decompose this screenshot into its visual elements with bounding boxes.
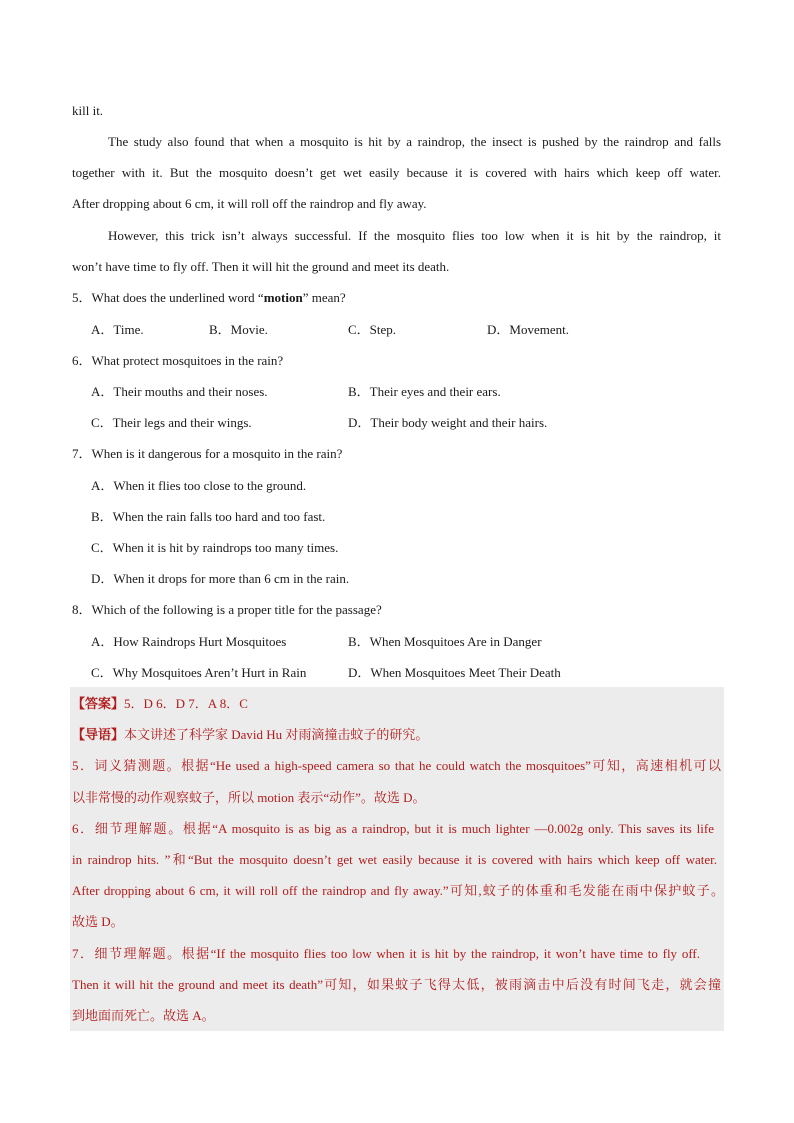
explanation-line: 6．细节理解题。根据“A mosquito is as big as a raindrop, but it is much lighter —0.002g only. This saves its life [72,821,714,836]
option-7a: A．When it flies too close to the ground. [91,478,307,493]
answer-label: 【答案】 [72,696,125,711]
option-6d: D．Their body weight and their hairs. [348,415,548,430]
question-stem-7: 7．When is it dangerous for a mosquito in the rain? [72,446,343,461]
passage-line: The study also found that when a mosquito is hit by a raindrop, the insect is pushed by the raindrop and falls [108,134,721,149]
question-stem-text: 5．What does the underlined word “ [72,290,264,305]
guide-text: 本文讲述了科学家 David Hu 对雨滴撞击蚊子的研究。 [124,727,429,742]
option-6b: B．Their eyes and their ears. [348,384,501,399]
passage-line: together with it. But the mosquito doesn’t get wet easily because it is covered with hairs which keep off water. [72,165,721,180]
question-stem-5 [72,290,346,306]
question-stem-6: 6．What protect mosquitoes in the rain? [72,353,284,368]
option-8c: C．Why Mosquitoes Aren’t Hurt in Rain [91,665,307,680]
option-5d: D．Movement. [487,322,569,337]
option-6c: C．Their legs and their wings. [91,415,252,430]
answer-key-text: 5．D 6．D 7．A 8．C [124,696,248,711]
explanation-line: in raindrop hits. ”和“But the mosquito doesn’t get wet easily because it is covered with hairs which keep off water. [72,852,717,867]
option-7c: C．When it is hit by raindrops too many times. [91,540,339,555]
explanation-line: After dropping about 6 cm, it will roll off the raindrop and fly away.”可知,蚊子的体重和毛发能在雨中保护蚊子。 [72,883,724,898]
option-8b: B．When Mosquitoes Are in Danger [348,634,542,649]
explanation-line: 以非常慢的动作观察蚊子，所以 motion 表示“动作”。故选 D。 [72,790,426,805]
option-5b: B．Movie. [209,322,268,337]
passage-line: kill it. [72,103,104,118]
explanation-line: 7．细节理解题。根据“If the mosquito flies too low when it is hit by the raindrop, it won’t have time to fly off. [72,946,700,961]
question-stem-8: 8．Which of the following is a proper title for the passage? [72,602,382,617]
passage-line: After dropping about 6 cm, it will roll off the raindrop and fly away. [72,196,427,211]
explanation-line: Then it will hit the ground and meet its death”可知，如果蚊子飞得太低，被雨滴击中后没有时间飞走，就会撞 [72,977,721,992]
explanation-line: 5．词义猜测题。根据“He used a high-speed camera so that he could watch the mosquitoes”可知，高速相机可以 [72,758,721,773]
question-stem-text: ” mean? [302,290,346,305]
option-5a: A．Time. [91,322,144,337]
option-7b: B．When the rain falls too hard and too fast. [91,509,326,524]
option-6a: A．Their mouths and their noses. [91,384,268,399]
option-7d: D．When it drops for more than 6 cm in the rain. [91,571,350,586]
option-5c: C．Step. [348,322,397,337]
underlined-word: motion [263,290,303,305]
guide-line [72,727,428,743]
guide-label: 【导语】 [72,727,125,742]
explanation-line: 故选 D。 [72,914,124,929]
passage-line: However, this trick isn’t always successful. If the mosquito flies too low when it is hit by the raindrop, it [108,228,721,243]
explanation-line: 到地面而死亡。故选 A。 [72,1008,215,1023]
option-8d: D．When Mosquitoes Meet Their Death [348,665,561,680]
passage-line: won’t have time to fly off. Then it will hit the ground and meet its death. [72,259,450,274]
answer-key [72,696,248,712]
option-8a: A．How Raindrops Hurt Mosquitoes [91,634,287,649]
